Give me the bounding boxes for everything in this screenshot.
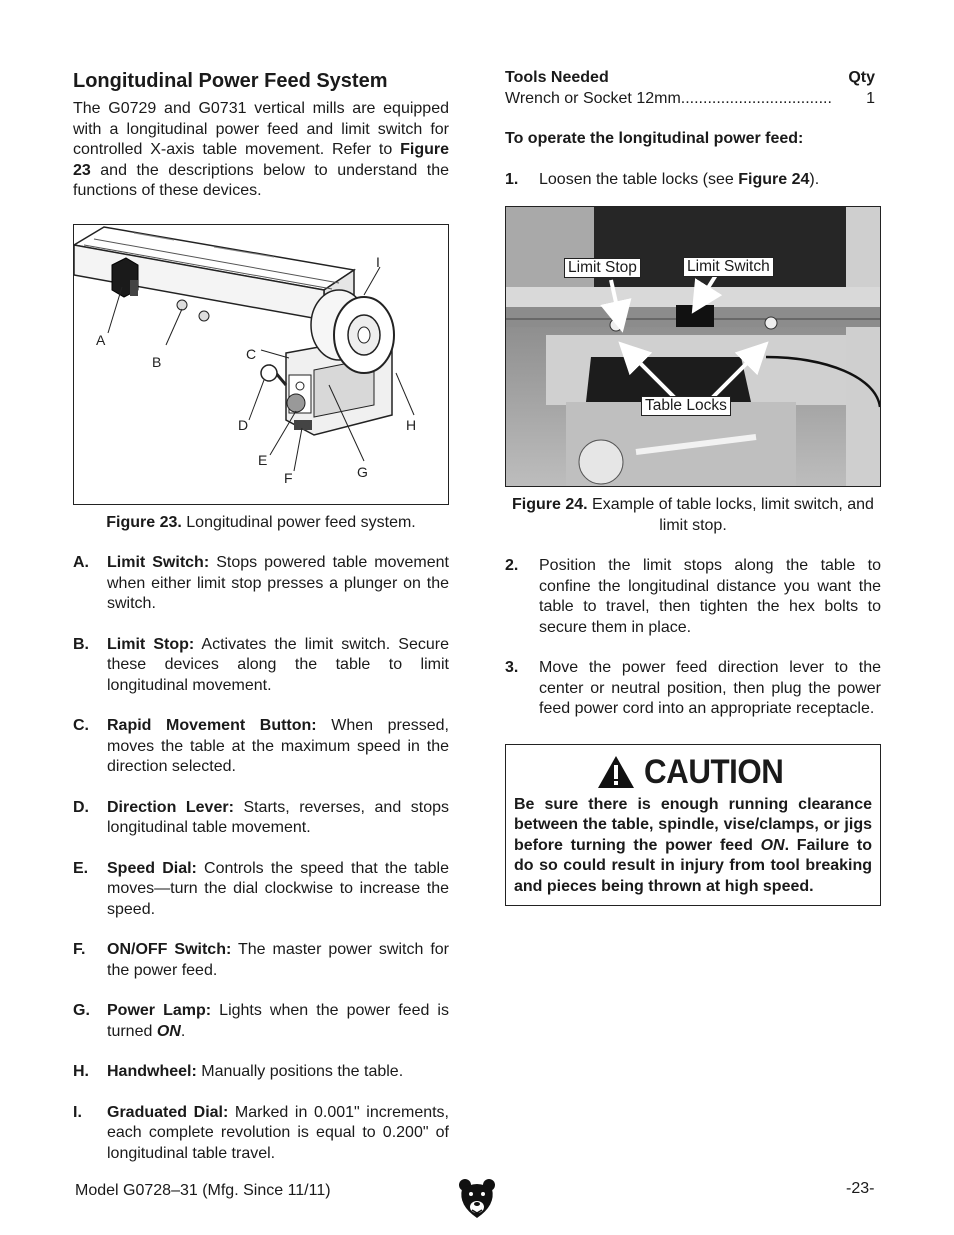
left-column: [73, 68, 449, 1164]
label-i: I: [376, 253, 380, 270]
intro-paragraph: The G0729 and G0731 vertical mills are equipped with a longitudinal power feed and limit switch for controlled X-axis table movement. Refer to Figure 23 and the descriptions below to understand the functions of these devices.: [73, 100, 449, 199]
list-item: H. Handwheel: Manually positions the table.: [73, 1063, 404, 1080]
tools-header: Tools Needed: [505, 69, 609, 86]
caution-box: [505, 744, 881, 907]
section-title: Longitudinal Power Feed System: [73, 70, 388, 92]
tag-limit-switch: Limit Switch: [683, 257, 774, 277]
power-feed-illustration: [74, 225, 448, 504]
label-e: E: [258, 451, 268, 468]
label-h: H: [406, 416, 417, 433]
tag-limit-stop: Limit Stop: [564, 258, 641, 278]
label-c: C: [246, 345, 257, 362]
list-item: E. Speed Dial: Controls the speed that the table moves—turn the dial clockwise to increase the speed.: [73, 859, 449, 918]
label-f: F: [284, 469, 293, 486]
footer-model: Model G0728–31 (Mfg. Since 11/11): [75, 1182, 331, 1199]
label-d: D: [238, 416, 249, 433]
tool-qty: 1: [866, 89, 875, 107]
step-item: 2. Position the limit stops along the table to confine the longitudinal distance you want the table to travel, then tighten the hex bolts to secure them in place.: [505, 557, 881, 636]
label-g: G: [357, 463, 368, 480]
figure-23-ref[interactable]: Figure 23: [73, 141, 449, 179]
bear-head-icon: [458, 1177, 496, 1219]
list-item: A. Limit Switch: Stops powered table movement when either limit stop presses a plunger on the switch.: [73, 554, 449, 612]
figure-23-caption: Figure 23. Longitudinal power feed system.: [106, 513, 416, 531]
figure-23: [73, 224, 449, 505]
step-item: 3. Move the power feed direction lever to the center or neutral position, then plug the power feed power cord into an appropriate receptacle.: [505, 659, 881, 717]
label-a: A: [96, 331, 106, 348]
tag-table-locks: Table Locks: [641, 396, 731, 416]
table-locks-photo: [506, 207, 880, 486]
list-item: D. Direction Lever: Starts, reverses, and stops longitudinal table movement.: [73, 798, 450, 836]
warning-triangle-icon: [596, 754, 636, 790]
qty-header: Qty: [848, 69, 875, 86]
figure-24-ref[interactable]: Figure 24: [738, 170, 810, 188]
step-item: 1. Loosen the table locks (see Figure 24).: [505, 170, 820, 188]
tools-needed-table: [505, 68, 875, 109]
label-b: B: [152, 353, 162, 370]
list-item: F. ON/OFF Switch: The master power switch for the power feed.: [73, 941, 449, 979]
component-list: [73, 553, 449, 1164]
caution-word: CAUTION: [644, 752, 784, 791]
list-item: B. Limit Stop: Activates the limit switch. Secure these devices along the table to limit longitudinal movement.: [73, 635, 450, 694]
list-item: I. Graduated Dial: Marked in 0.001" increments, each complete revolution is equal to 0.200" of longitudinal table travel.: [73, 1103, 449, 1162]
list-item: C. Rapid Movement Button: When pressed, moves the table at the maximum speed in the direction selected.: [73, 717, 449, 775]
page-number: -23-: [846, 1180, 875, 1197]
operate-heading: To operate the longitudinal power feed:: [505, 130, 804, 147]
figure-24-caption: Figure 24. Example of table locks, limit switch, and limit stop.: [512, 496, 874, 534]
list-item: G. Power Lamp: Lights when the power feed is turned ON.: [73, 1002, 449, 1040]
right-column: [505, 68, 881, 906]
figure-24: [505, 206, 881, 487]
tool-row: Wrench or Socket 12mm..................................: [505, 89, 832, 107]
caution-header: [514, 753, 872, 791]
caution-message: Be sure there is enough running clearance between the table, spindle, vise/clamps, or jigs before turning the power feed ON. Failure to do so could result in injury from tool breaking and pieces being thrown at high speed.: [514, 795, 872, 895]
